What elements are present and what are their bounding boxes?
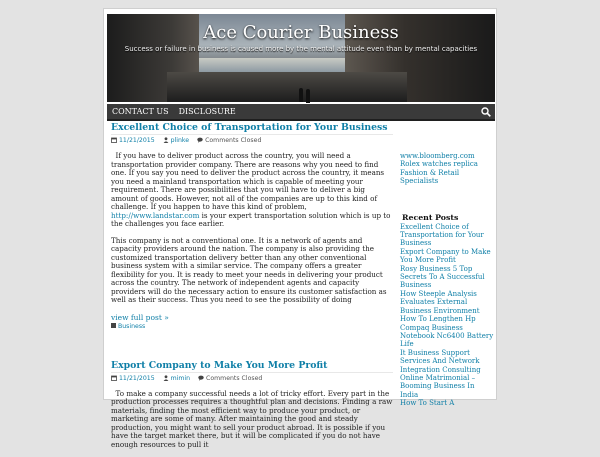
recent-post-link[interactable]: How To Lengthen Hp Compaq Business Notebook Nc6400 Battery Life: [400, 315, 494, 349]
recent-post-link[interactable]: It Business Support Services And Network Integration Consulting: [400, 348, 481, 374]
recent-posts-heading: Recent Posts: [402, 212, 459, 222]
sidebar-links: [400, 152, 494, 186]
header-image-street: [167, 72, 407, 102]
user-icon: [163, 375, 169, 381]
site-description: Success or failure in business is caused more by the mental attitude even than by mental capacities: [124, 45, 478, 53]
user-icon: [163, 137, 169, 143]
recent-post-link[interactable]: How To Start A: [400, 399, 455, 408]
post-paragraph: To make a company successful needs a lot of tricky effort. Every part in the production processes requires a thoughtful plan and decisions. Finding a raw materials, finding the most efficient way to produce your product, or marketing are some of many. After maintaining the good and steady production, you might want to sell your product abroad. It is possible if you have the target market there, but it will be complicated if you do not have enough resources to pull it: [111, 388, 393, 449]
folder-icon: [111, 323, 116, 328]
post-title[interactable]: Export Company to Make You More Profit: [111, 360, 393, 373]
calendar-icon: [111, 375, 117, 381]
recent-post-link[interactable]: Online Matrimonial – Booming Business In India: [400, 373, 476, 399]
main-nav: [107, 104, 495, 121]
post-paragraph: This company is not a conventional one. It is a network of agents and capacity providers around the nation. The company is also providing the customized transportation delivery better than any other conventional business system with a similar service. The company offers a greater flexibility for you. It is ready to meet your needs in delivering your product across the country. The network of independent agents and capacity providers will do the necessary action to ensure its customer satisfaction as well as their success. Thus you need to see the possibility of doing: [111, 235, 387, 304]
comment-icon: [197, 137, 203, 143]
main-content: [107, 122, 397, 457]
post-date[interactable]: 11/21/2015: [119, 137, 155, 144]
sidebar: [400, 152, 494, 408]
header-image-figure: [299, 88, 303, 102]
post-title[interactable]: Excellent Choice of Transportation for Your Business: [111, 122, 393, 135]
post-comments: Comments Closed: [206, 374, 263, 382]
site-title[interactable]: Ace Courier Business: [203, 22, 399, 43]
header-image-figure: [306, 89, 310, 103]
post: [107, 122, 397, 330]
header-banner: [107, 14, 495, 102]
recent-posts-list: [400, 223, 494, 408]
post-meta: [111, 137, 393, 144]
sidebar-link[interactable]: Rolex watches replica: [400, 160, 478, 169]
post-comments: Comments Closed: [205, 137, 262, 144]
nav-item-contact-us[interactable]: CONTACT US: [112, 107, 169, 116]
post-date[interactable]: 11/21/2015: [119, 374, 155, 382]
search-icon[interactable]: [481, 107, 491, 117]
post-author[interactable]: mimin: [170, 374, 191, 382]
calendar-icon: [111, 137, 117, 143]
page-wrapper: [103, 8, 497, 449]
post: [107, 360, 397, 450]
recent-post-link[interactable]: Rosy Business 5 Top Secrets To A Successful Business: [400, 264, 485, 290]
comment-icon: [198, 375, 204, 381]
view-full-post-link[interactable]: view full post »: [111, 312, 169, 322]
post-author[interactable]: plinke: [170, 137, 190, 144]
post-inline-link[interactable]: http://www.landstar.com: [111, 210, 200, 220]
recent-post-link[interactable]: Excellent Choice of Transportation for Your Business: [400, 222, 484, 248]
post-category: [111, 323, 393, 330]
post-body: [111, 152, 393, 305]
sidebar-link[interactable]: www.bloomberg.com: [400, 152, 475, 160]
post-category-link[interactable]: Business: [118, 322, 146, 330]
recent-post-link[interactable]: How Steeple Analysis Evaluates External Business Environment: [400, 289, 480, 315]
header-image-sea: [199, 58, 345, 72]
nav-item-disclosure[interactable]: DISCLOSURE: [178, 107, 236, 116]
recent-post-link[interactable]: Export Company to Make You More Profit: [400, 247, 491, 265]
post-paragraph-cont: is your expert transportation solution which is up to the challenges you face earlier.: [111, 210, 391, 228]
post-paragraph: If you have to deliver product across the country, you will need a transportation provider company. There are reasons why you need to find one. If you say you need to deliver the product across the country, it means you need a mainland transportation which is capable of meeting your requirement. There are possibilities that you will have to deliver a big amount of goods. However, not all of the companies are up to this kind of challenge. If you happen to have this kind of problem,: [111, 151, 385, 211]
post-meta: [111, 375, 393, 382]
sidebar-link[interactable]: Fashion & Retail Specialists: [400, 168, 460, 186]
post-body: [111, 390, 393, 450]
